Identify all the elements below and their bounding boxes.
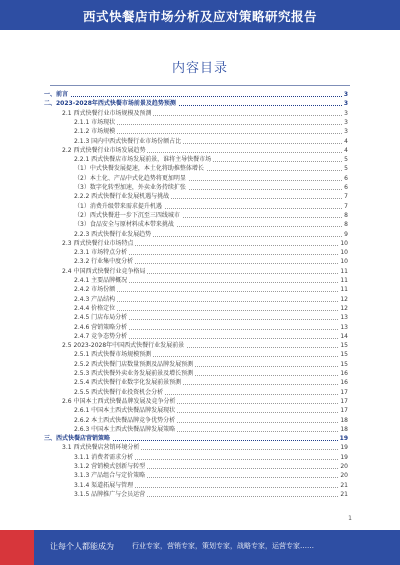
- report-title: 西式快餐店市场分析及应对策略研究报告: [82, 9, 317, 24]
- toc-entry[interactable]: [74, 257, 348, 266]
- toc-entry[interactable]: [44, 90, 348, 99]
- toc-entry-page: 20: [340, 463, 348, 470]
- toc-entry-page: 8: [344, 221, 348, 229]
- heading-divider: [50, 85, 350, 86]
- toc-entry-page: 21: [340, 481, 348, 489]
- toc-entry-page: 9: [344, 230, 348, 238]
- toc-entry[interactable]: [74, 248, 348, 257]
- toc-entry-page: 18: [340, 416, 348, 424]
- toc-entry-title: 2.5.3 西式快餐外卖业务发展前景及增长预测: [74, 370, 194, 377]
- toc-entry-page: 17: [340, 397, 348, 405]
- toc-entry-title: （2）本土化、产品中式化趋势将更加明显: [74, 174, 186, 182]
- toc-entry-title: 二、2023-2028年西式快餐市场前景及趋势预测: [44, 100, 176, 108]
- toc-entry-page: 5: [344, 165, 348, 173]
- toc-entry-page: 16: [340, 379, 348, 387]
- toc-entry[interactable]: [74, 323, 348, 332]
- toc-entry[interactable]: [74, 183, 348, 192]
- toc-entry-page: 11: [340, 267, 348, 275]
- toc-entry[interactable]: [74, 155, 348, 164]
- toc-entry-page: 14: [340, 332, 348, 340]
- toc-entry[interactable]: [74, 174, 348, 183]
- toc-entry-title: 2.6 中国本土西式快餐品牌发展及竞争分析: [62, 397, 176, 405]
- toc-entry-page: 17: [340, 407, 348, 415]
- toc-entry-page: 3: [344, 128, 348, 136]
- toc-entry-title: 2.5.1 西式快餐市场规模预测: [74, 351, 152, 359]
- toc-entry-page: 10: [340, 239, 348, 247]
- toc-entry-title: 3.1.5 品牌推广与会员运营: [74, 490, 146, 498]
- toc-entry[interactable]: [62, 341, 348, 350]
- toc-entry-title: 2.2.1 西式快餐店市场发展前景，谁将主导快餐市场: [74, 156, 212, 164]
- toc-entry-title: 2.5 2023-2028年中国西式快餐行业发展前景: [62, 342, 185, 350]
- toc-entry[interactable]: [74, 276, 348, 285]
- toc-entry[interactable]: [74, 295, 348, 304]
- toc-entry[interactable]: [74, 471, 348, 480]
- toc-entry[interactable]: [74, 304, 348, 313]
- toc-entry-page: 17: [340, 388, 348, 396]
- toc-entry[interactable]: [62, 443, 348, 452]
- toc-entry-title: 2.3 西式快餐行业市场特点: [62, 239, 134, 247]
- toc-heading: 内容目录: [171, 61, 228, 76]
- toc-entry[interactable]: [74, 137, 348, 146]
- toc-entry-page: 21: [340, 490, 348, 498]
- toc-entry[interactable]: [74, 350, 348, 359]
- toc-entry-title: 2.1 西式快餐行业市场规模及预测: [62, 109, 152, 117]
- toc-entry-page: 6: [344, 174, 348, 182]
- toc-entry-title: 2.5.2 西式快餐门店数量预测及品牌发展预测: [74, 360, 194, 368]
- toc-entry[interactable]: [44, 434, 348, 443]
- toc-entry-title: 2.6.2 本土西式快餐品牌竞争优势分析: [74, 416, 176, 424]
- toc-entry[interactable]: [74, 211, 348, 220]
- toc-entry-title: 2.2 西式快餐行业市场发展趋势: [62, 146, 146, 154]
- toc-entry[interactable]: [74, 425, 348, 434]
- toc-entry-page: 19: [339, 435, 348, 443]
- toc-entry[interactable]: [74, 332, 348, 341]
- toc-entry-title: （2）西式快餐进一步下沉至三四线城市: [74, 211, 180, 219]
- toc-entry-title: 2.1.1 市场现状: [74, 118, 116, 126]
- toc-entry-title: 2.4.3 产品结构: [74, 295, 116, 303]
- toc-entry[interactable]: [74, 490, 348, 499]
- toc-entry-title: 2.6.1 中国本土西式快餐品牌发展现状: [74, 407, 176, 415]
- toc-entry[interactable]: [44, 99, 348, 108]
- toc-entry[interactable]: [62, 109, 348, 118]
- toc-entry[interactable]: [62, 239, 348, 248]
- toc-entry-page: 3: [343, 100, 348, 108]
- toc-entry-title: （1）消费升级带来需求提升机遇: [74, 202, 162, 210]
- toc-entry-title: 2.1.3 国内中西式快餐行业市场份额占比: [74, 137, 182, 145]
- toc-entry-page: 8: [344, 211, 348, 219]
- toc-entry-title: （3）数字化转型加速，外卖业务持续扩张: [74, 184, 186, 191]
- toc-entry-page: 12: [340, 304, 348, 312]
- toc-entry-title: 2.4.5 门店布局分析: [74, 314, 128, 322]
- toc-entry-title: （1）中式快餐发展提速，本土化将助推整体增长: [74, 165, 204, 173]
- toc-entry[interactable]: [74, 481, 348, 490]
- toc-entry-page: 15: [340, 351, 348, 359]
- toc-entry-page: 15: [340, 360, 348, 368]
- toc-entry[interactable]: [74, 118, 348, 127]
- toc-entry-title: 2.2.2 西式快餐行业发展机遇与挑战: [74, 193, 170, 201]
- toc-entry[interactable]: [74, 313, 348, 322]
- footer-accent-tab: [0, 530, 34, 565]
- toc-entry-title: （3）食品安全与原材料成本带来挑战: [74, 221, 174, 229]
- toc-entry-page: 11: [340, 286, 348, 294]
- toc-entry[interactable]: [74, 369, 348, 378]
- toc-entry[interactable]: [62, 397, 348, 406]
- toc-entry-page: 3: [344, 109, 348, 117]
- toc-entry[interactable]: [74, 127, 348, 136]
- toc-entry[interactable]: [74, 406, 348, 415]
- toc-entry-page: 18: [340, 425, 348, 433]
- toc-entry-page: 11: [340, 277, 348, 284]
- toc-entry-page: 20: [340, 472, 348, 480]
- toc-entry-page: 10: [340, 258, 348, 266]
- toc-entry[interactable]: [62, 146, 348, 155]
- footer-slogan: 让每个人都能成为: [50, 542, 114, 551]
- report-header-band: [0, 0, 400, 30]
- toc-entry-title: 2.4.6 营销策略分析: [74, 323, 128, 331]
- toc-entry-title: 2.4 中国西式快餐行业竞争格局: [62, 267, 146, 275]
- toc-entry-page: 15: [340, 342, 348, 350]
- toc-entry[interactable]: [74, 230, 348, 239]
- toc-entry-page: 6: [344, 184, 348, 191]
- toc-entry-title: 2.1.2 市场规模: [74, 128, 116, 136]
- toc-entry[interactable]: [74, 164, 348, 173]
- toc-entry-page: 10: [340, 249, 348, 257]
- toc-entry[interactable]: [62, 267, 348, 276]
- toc-entry-page: 4: [344, 137, 348, 145]
- toc-entry-page: 19: [340, 453, 348, 461]
- toc-entry-title: 2.5.4 西式快餐行业数字化发展前景预测: [74, 379, 182, 387]
- toc-entry[interactable]: [74, 285, 348, 294]
- toc-entry-title: 2.4.7 竞争态势分析: [74, 332, 128, 340]
- toc-entry-title: 2.3.2 行业集中度分析: [74, 258, 134, 266]
- toc-entry-title: 一、前言: [44, 91, 69, 98]
- toc-entry-title: 2.2.3 西式快餐行业发展趋势: [74, 230, 152, 238]
- toc-entry-title: 3.1.2 营销模式创新与转型: [74, 463, 146, 470]
- toc-entry-page: 12: [340, 295, 348, 303]
- toc-entry-page: 16: [340, 370, 348, 377]
- toc-entry-page: 5: [344, 156, 348, 164]
- toc-entry-page: 13: [340, 314, 348, 322]
- toc-entry-title: 3.1.4 渠道拓展与管理: [74, 481, 134, 489]
- toc-entry-title: 2.4.4 价格定位: [74, 304, 116, 312]
- toc-entry-title: 三、西式快餐店营销策略: [44, 435, 111, 443]
- toc-entry[interactable]: [74, 462, 348, 471]
- toc-entry[interactable]: [74, 453, 348, 462]
- toc-entry-title: 2.4.1 主要品牌概况: [74, 277, 128, 284]
- toc-entry-title: 2.6.3 中国本土西式快餐品牌发展策略: [74, 425, 176, 433]
- toc-entry[interactable]: [74, 416, 348, 425]
- toc-entry-page: 7: [344, 193, 348, 201]
- toc-entry[interactable]: [74, 360, 348, 369]
- toc-entry-page: 4: [344, 146, 348, 154]
- toc-entry-title: 3.1.1 消费者需求分析: [74, 453, 134, 461]
- toc-entry-title: 2.5.5 西式快餐行业投资机会分析: [74, 388, 164, 396]
- page-number: 1: [348, 515, 352, 522]
- toc-entry-page: 7: [344, 202, 348, 210]
- toc-entry-page: 13: [340, 323, 348, 331]
- toc-entry-page: 3: [343, 91, 348, 98]
- toc-leader-dots: [44, 96, 348, 97]
- toc-entry-page: 3: [344, 118, 348, 126]
- toc-entry[interactable]: [74, 192, 348, 201]
- toc-entry[interactable]: [74, 220, 348, 229]
- toc-entry-title: 2.4.2 市场份额: [74, 286, 116, 294]
- toc-entry[interactable]: [74, 378, 348, 387]
- toc-entry-title: 2.3.1 市场特点分析: [74, 249, 128, 257]
- toc-entry[interactable]: [74, 388, 348, 397]
- toc-entry-page: 19: [340, 444, 348, 452]
- footer-services: 行业专家，营销专家，策划专家，战略专家，运营专家……: [132, 542, 314, 550]
- toc-entry[interactable]: [74, 202, 348, 211]
- toc-entry-title: 3.1 西式快餐店营销环境分析: [62, 444, 140, 452]
- toc-entry-title: 3.1.3 产品组合与定价策略: [74, 472, 146, 480]
